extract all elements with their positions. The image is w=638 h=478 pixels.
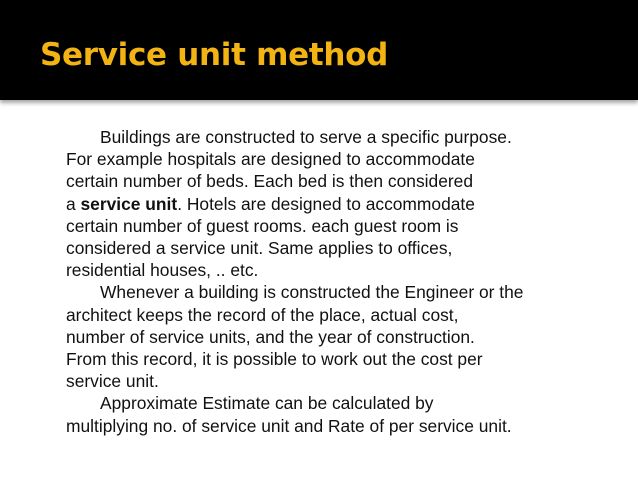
paragraph-1-line-4 <box>66 193 621 215</box>
paragraph-1-line-7: residential houses, .. etc. <box>66 260 259 281</box>
paragraph-1-line-5: certain number of guest rooms. each guest room is <box>66 215 459 236</box>
service-unit-term: service unit <box>80 193 178 214</box>
title-bar <box>0 0 638 100</box>
paragraph-2-line-3: number of service units, and the year of construction. <box>66 326 475 347</box>
paragraph-2-line-5: service unit. <box>66 371 159 392</box>
paragraph-1-line-3: certain number of beds. Each bed is then considered <box>66 171 473 192</box>
paragraph-1-line-6: considered a service unit. Same applies to offices, <box>66 238 453 259</box>
slide-body <box>66 126 621 437</box>
paragraph-2-line-1: Whenever a building is constructed the Engineer or the <box>100 282 524 303</box>
slide-title: Service unit method <box>40 37 389 73</box>
line-4-suffix: . Hotels are designed to accommodate <box>177 193 475 214</box>
paragraph-1-line-1: Buildings are constructed to serve a specific purpose. <box>100 127 512 147</box>
paragraph-2-line-2: architect keeps the record of the place, actual cost, <box>66 304 459 325</box>
paragraph-1-line-2: For example hospitals are designed to accommodate <box>66 149 475 170</box>
paragraph-3-line-1: Approximate Estimate can be calculated by <box>100 393 434 414</box>
paragraph-2-line-4: From this record, it is possible to work out the cost per <box>66 349 483 370</box>
line-4-prefix: a <box>66 193 81 214</box>
paragraph-3-line-2: multiplying no. of service unit and Rate of per service unit. <box>66 415 512 436</box>
